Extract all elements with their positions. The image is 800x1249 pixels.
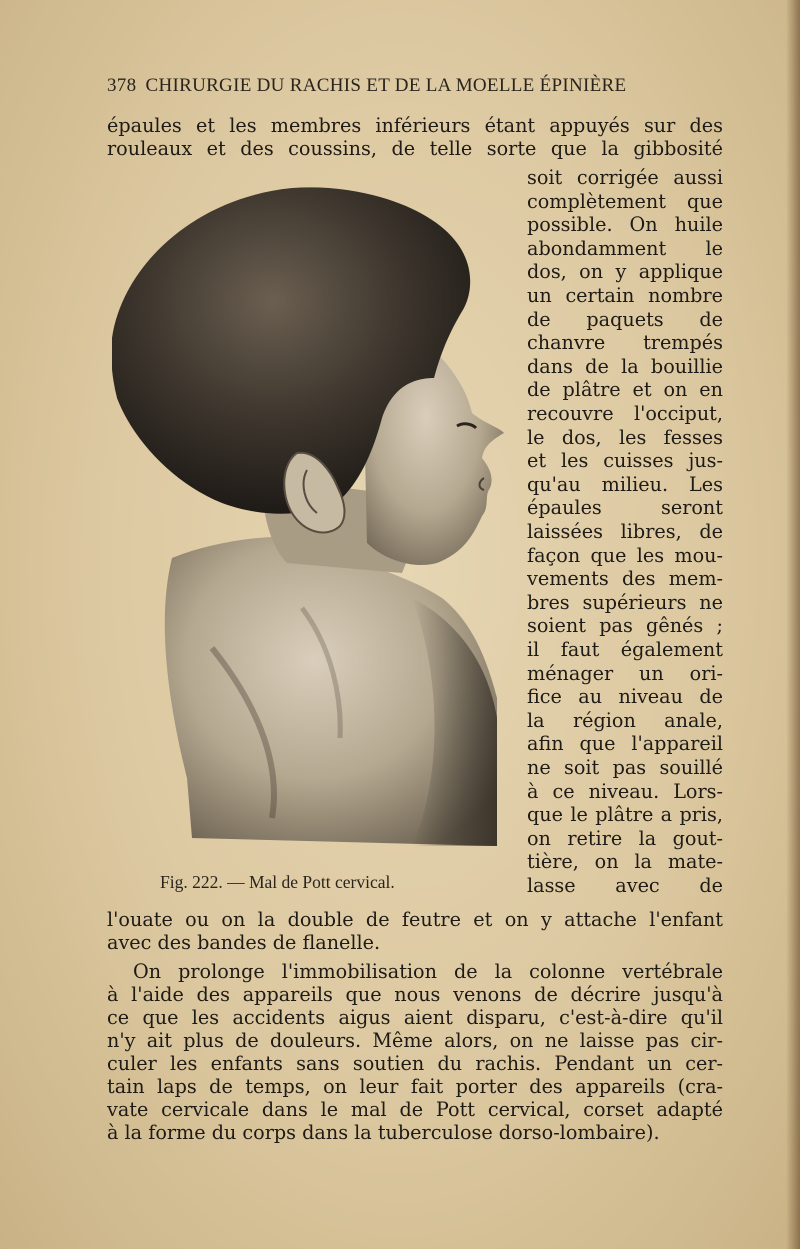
text-line: avec des bandes de flanelle.: [107, 931, 381, 954]
text-line: à la forme du corps dans la tuberculose dorso-lombaire).: [107, 1121, 660, 1144]
child-profile-illustration: [112, 178, 507, 863]
column-text-line: recouvre l'occiput,: [527, 402, 723, 425]
column-text-line: à ce niveau. Lors-: [527, 779, 723, 803]
column-text-line: de paquets de: [527, 307, 723, 331]
page-number: 378: [107, 75, 137, 96]
column-text-line: épaules seront: [527, 496, 723, 520]
column-text-line: façon que les mou-: [527, 543, 723, 567]
column-text-line: et les cuisses jus-: [527, 449, 723, 473]
running-title: CHIRURGIE DU RACHIS ET DE LA MOELLE ÉPINIÈRE: [145, 75, 627, 96]
column-text-line: abondamment le: [527, 236, 723, 260]
column-text-line: laissées libres, de: [527, 520, 723, 543]
text-line: culer les enfants sans soutien du rachis. Pendant un cer-: [107, 1052, 723, 1075]
column-text-line: on retire la gout-: [527, 826, 723, 850]
column-text-line: possible. On huile: [527, 213, 723, 237]
column-text-line: ne soit pas souillé: [527, 756, 723, 779]
column-text-line: complètement que: [527, 189, 723, 213]
column-text-line: afin que l'appareil: [527, 732, 723, 756]
text-line: n'y ait plus de douleurs. Même alors, on ne laisse pas cir-: [107, 1029, 723, 1052]
column-text-line: fice au niveau de: [527, 685, 723, 709]
column-text-line: que le plâtre a pris,: [527, 803, 723, 827]
column-text-line: tière, on la mate-: [527, 850, 723, 874]
text-line: tain laps de temps, on leur fait porter des appareils (cra-: [107, 1075, 723, 1098]
column-text-line: qu'au milieu. Les: [527, 472, 723, 496]
column-text-line: il faut également: [527, 638, 723, 661]
column-text-line: dos, on y applique: [527, 260, 723, 284]
column-text-line: soit corrigée aussi: [527, 166, 723, 189]
column-text-line: bres supérieurs ne: [527, 590, 723, 614]
text-line: épaules et les membres inférieurs étant appuyés sur des: [107, 114, 723, 137]
running-header: [107, 75, 707, 97]
text-line: à l'aide des appareils que nous venons de décrire jusqu'à: [107, 983, 723, 1006]
column-text-line: ménager un ori-: [527, 661, 723, 685]
column-text-line: de plâtre et on en: [527, 378, 723, 402]
figure-photo-child-profile: [112, 178, 507, 863]
column-text-line: dans de la bouillie: [527, 354, 723, 378]
figure-caption: Fig. 222. — Mal de Pott cervical.: [160, 872, 395, 892]
column-text-line: vements des mem-: [527, 567, 723, 591]
column-text-line: le dos, les fesses: [527, 425, 723, 449]
column-text-line: la région anale,: [527, 708, 723, 732]
column-text-line: chanvre trempés: [527, 331, 723, 355]
text-line: On prolonge l'immobilisation de la colonne vertébrale: [133, 960, 723, 983]
text-line: rouleaux et des coussins, de telle sorte que la gibbosité: [107, 137, 723, 160]
column-text-line: soient pas gênés ;: [527, 614, 723, 638]
page-edge-shadow: [786, 0, 800, 1249]
text-line: ce que les accidents aigus aient disparu, c'est-à-dire qu'il: [107, 1006, 723, 1029]
text-line: vate cervicale dans le mal de Pott cervical, corset adapté: [107, 1098, 723, 1121]
column-text-line: lasse avec de: [527, 874, 723, 897]
column-text-line: un certain nombre: [527, 284, 723, 307]
text-line: l'ouate ou on la double de feutre et on y attache l'enfant: [107, 908, 723, 931]
